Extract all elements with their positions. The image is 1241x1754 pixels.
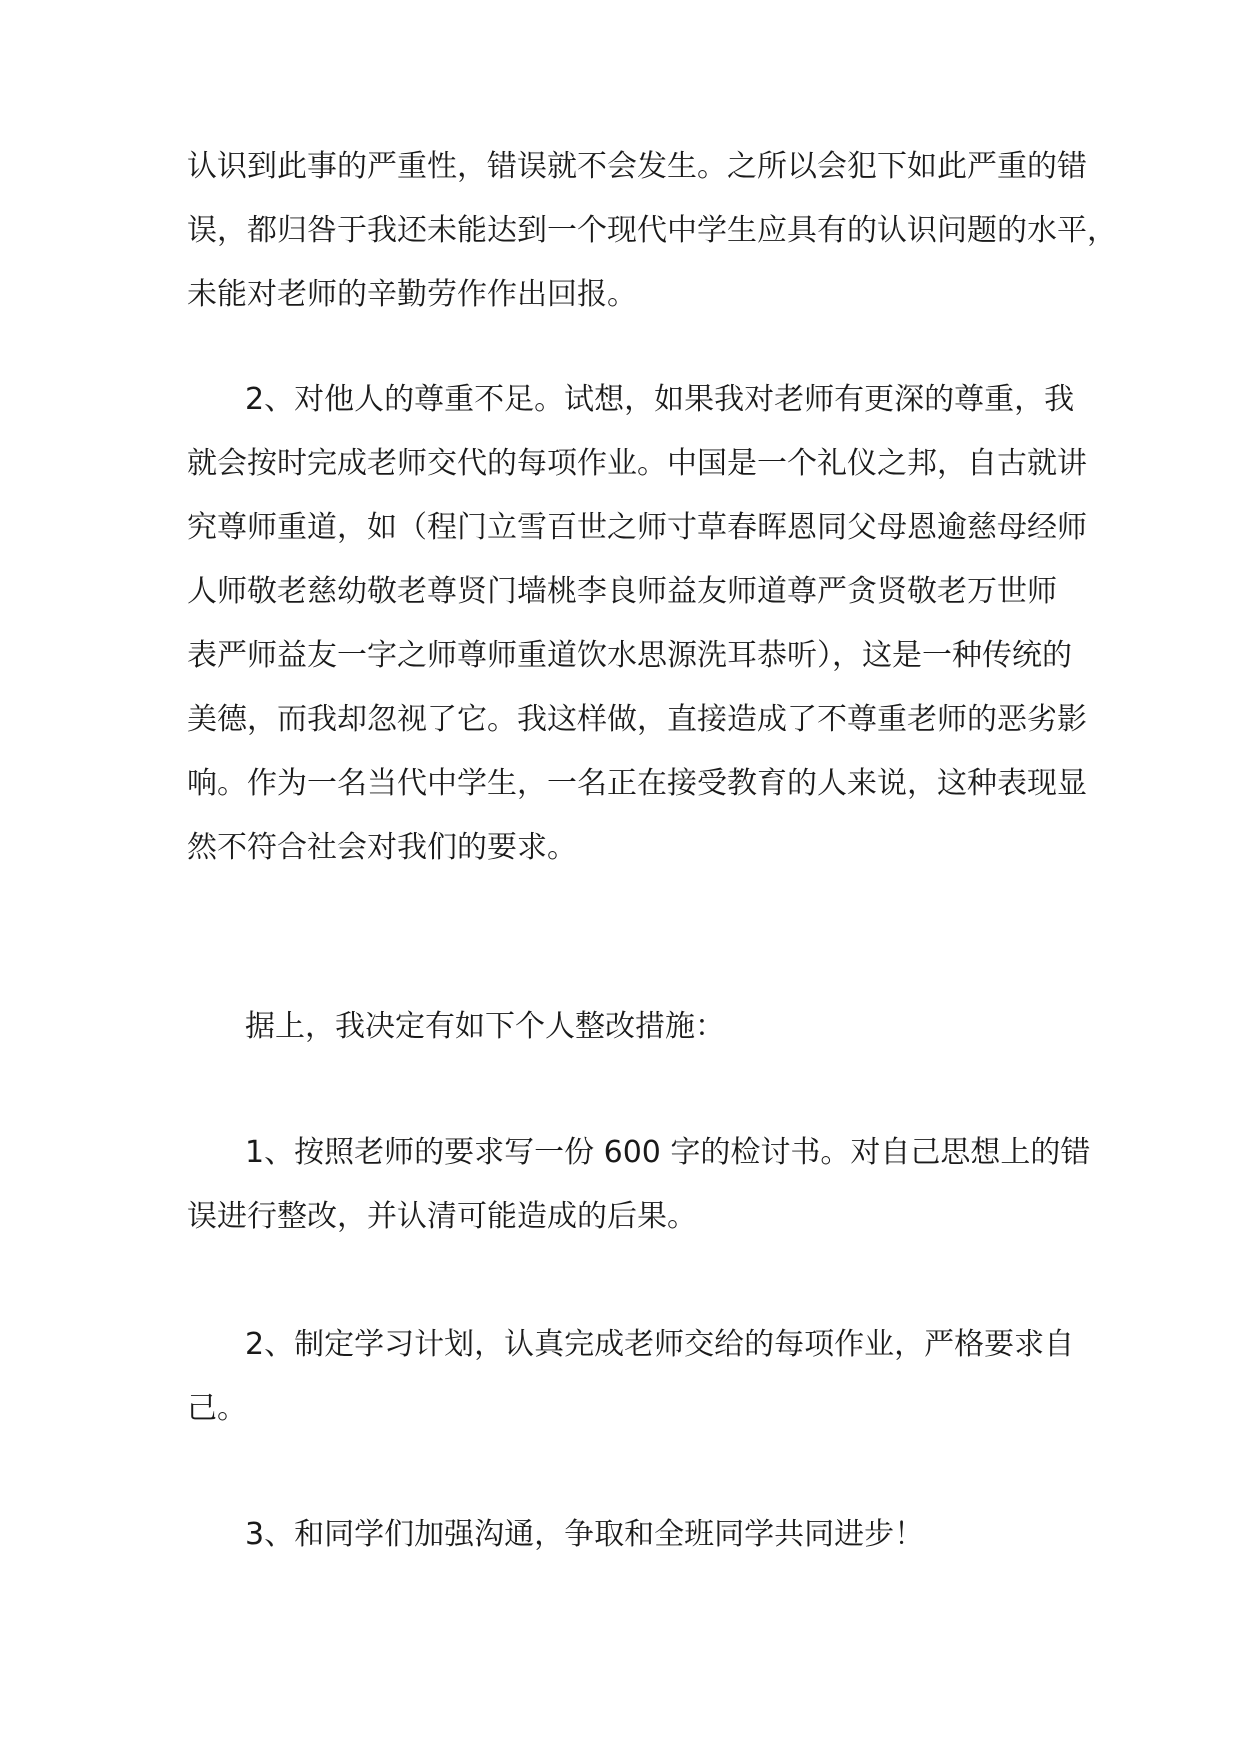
paragraph-error-awareness (187, 135, 1117, 327)
text-line: 表严师益友一字之师尊师重道饮水思源洗耳恭听），这是一种传统的 (187, 638, 1072, 673)
text-line: 2、对他人的尊重不足。试想，如果我对老师有更深的尊重，我 (245, 382, 1075, 417)
text-line: 就会按时完成老师交代的每项作业。中国是一个礼仪之邦，自古就讲 (187, 446, 1087, 481)
text-line: 据上，我决定有如下个人整改措施： (245, 1009, 725, 1044)
paragraph-measure-2 (187, 1313, 1075, 1441)
text-line: 响。作为一名当代中学生，一名正在接受教育的人来说，这种表现显 (187, 766, 1087, 801)
paragraph-respect (187, 368, 1087, 880)
text-line: 美德，而我却忽视了它。我这样做，直接造成了不尊重老师的恶劣影 (187, 702, 1087, 737)
text-line: 误进行整改，并认清可能造成的后果。 (187, 1199, 697, 1234)
text-line: 1、按照老师的要求写一份 600 字的检讨书。对自己思想上的错 (245, 1135, 1091, 1170)
text-line: 3、和同学们加强沟通，争取和全班同学共同进步！ (245, 1517, 925, 1552)
text-line: 究尊师重道，如（程门立雪百世之师寸草春晖恩同父母恩逾慈母经师 (187, 510, 1087, 545)
text-line: 未能对老师的辛勤劳作作出回报。 (187, 277, 637, 312)
text-line: 己。 (187, 1391, 247, 1426)
text-line: 误，都归咎于我还未能达到一个现代中学生应具有的认识问题的水平， (187, 213, 1117, 248)
text-line: 认识到此事的严重性，错误就不会发生。之所以会犯下如此严重的错 (187, 149, 1087, 184)
text-line: 人师敬老慈幼敬老尊贤门墙桃李良师益友师道尊严贪贤敬老万世师 (187, 574, 1057, 609)
text-line: 然不符合社会对我们的要求。 (187, 830, 577, 865)
paragraph-measure-1 (187, 1121, 1091, 1249)
paragraph-measures-intro (187, 995, 1067, 1059)
text-line: 2、制定学习计划，认真完成老师交给的每项作业，严格要求自 (245, 1327, 1075, 1362)
paragraph-measure-3 (187, 1503, 1067, 1567)
